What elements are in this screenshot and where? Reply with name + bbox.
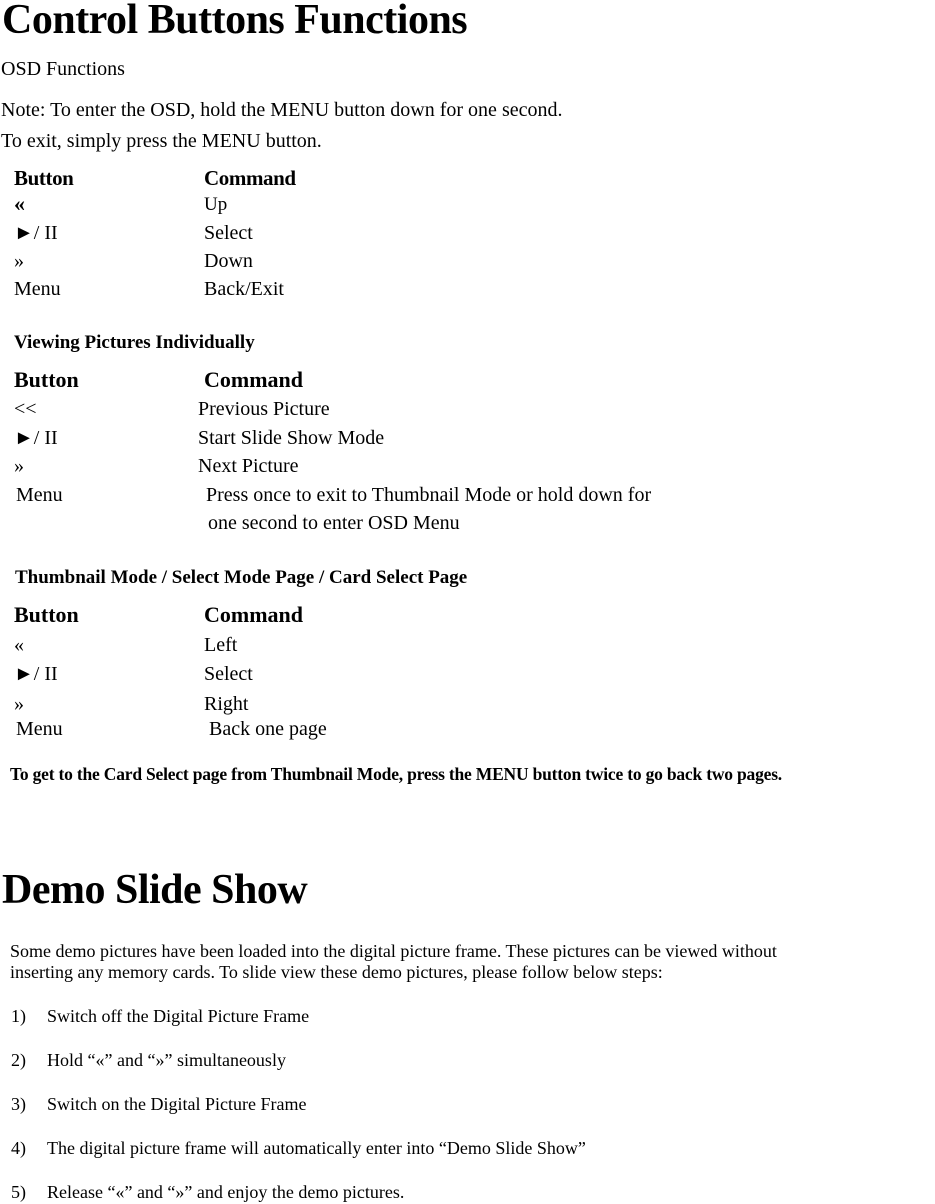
list-item: Switch on the Digital Picture Frame bbox=[47, 1094, 307, 1114]
column-header-command: Command bbox=[204, 367, 304, 392]
table-row-command: Right bbox=[204, 693, 249, 715]
section-title-viewing: Viewing Pictures Individually bbox=[14, 332, 255, 353]
table-row-button: Menu bbox=[16, 484, 63, 506]
list-item: Switch off the Digital Picture Frame bbox=[47, 1006, 310, 1026]
table-row-button: ►/ II bbox=[14, 663, 58, 685]
table-row-command: Start Slide Show Mode bbox=[198, 427, 385, 449]
note-line-1: Note: To enter the OSD, hold the MENU button down for one second. bbox=[1, 99, 563, 121]
table-row-button: « bbox=[14, 191, 25, 216]
note-line-2: To exit, simply press the MENU button. bbox=[1, 130, 322, 152]
table-row-button: Menu bbox=[16, 718, 63, 740]
list-item: The digital picture frame will automatically enter into “Demo Slide Show” bbox=[47, 1138, 586, 1158]
table-row-button: << bbox=[14, 398, 37, 420]
table-row-button: » bbox=[14, 455, 24, 477]
column-header-command: Command bbox=[204, 166, 296, 190]
section-title-thumbnail: Thumbnail Mode / Select Mode Page / Card Select Page bbox=[15, 567, 468, 588]
table-row-command: Next Picture bbox=[198, 455, 299, 477]
card-select-note: To get to the Card Select page from Thumbnail Mode, press the MENU button twice to go back two pages. bbox=[10, 764, 782, 784]
page-title: Control Buttons Functions bbox=[2, 0, 468, 43]
demo-paragraph-line-1: Some demo pictures have been loaded into the digital picture frame. These pictures can be viewed without bbox=[10, 941, 777, 961]
table-row-button: ►/ II bbox=[14, 222, 58, 244]
list-item-number: 5) bbox=[11, 1182, 26, 1202]
table-row-button: « bbox=[14, 634, 24, 656]
list-item: Release “«” and “»” and enjoy the demo pictures. bbox=[47, 1182, 405, 1202]
table-row-command: Previous Picture bbox=[198, 398, 330, 420]
table-row-button: ►/ II bbox=[14, 427, 58, 449]
column-header-button: Button bbox=[14, 166, 74, 190]
osd-functions-label: OSD Functions bbox=[1, 58, 125, 80]
column-header-button: Button bbox=[14, 367, 79, 392]
list-item-number: 3) bbox=[11, 1094, 26, 1114]
table-row-button: Menu bbox=[14, 278, 61, 300]
table-row-command-continued: one second to enter OSD Menu bbox=[208, 512, 460, 534]
list-item: Hold “«” and “»” simultaneously bbox=[47, 1050, 286, 1070]
table-row-command: Down bbox=[204, 250, 253, 272]
table-row-button: » bbox=[14, 693, 24, 715]
table-row-command: Select bbox=[204, 663, 253, 685]
demo-paragraph-line-2: inserting any memory cards. To slide view these demo pictures, please follow below steps: bbox=[10, 962, 663, 982]
table-row-command: Back one page bbox=[209, 718, 327, 740]
table-row-command: Up bbox=[204, 194, 228, 215]
list-item-number: 2) bbox=[11, 1050, 26, 1070]
table-row-command: Select bbox=[204, 222, 253, 244]
table-row-command: Back/Exit bbox=[204, 278, 284, 300]
column-header-button: Button bbox=[14, 602, 79, 627]
list-item-number: 1) bbox=[11, 1006, 26, 1026]
table-row-button: » bbox=[14, 250, 24, 272]
table-row-command: Left bbox=[204, 634, 238, 656]
column-header-command: Command bbox=[204, 602, 304, 627]
demo-heading: Demo Slide Show bbox=[2, 867, 308, 913]
list-item-number: 4) bbox=[11, 1138, 26, 1158]
table-row-command: Press once to exit to Thumbnail Mode or hold down for bbox=[206, 484, 652, 506]
